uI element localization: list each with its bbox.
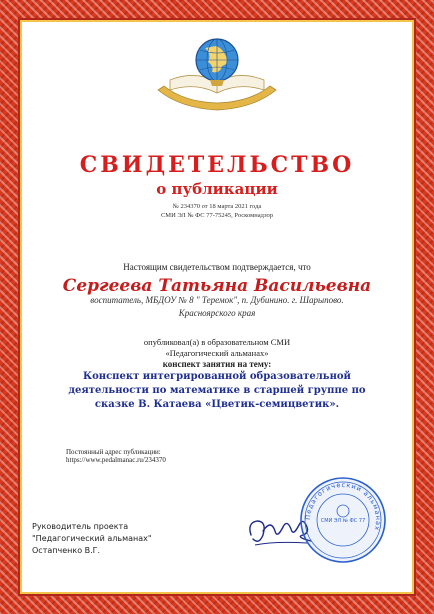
topic-line3: сказке В. Катаева «Цветик-семицветик». <box>94 399 340 410</box>
project-head-signature-block <box>32 521 152 557</box>
topic-line1: Конспект интегрированной образовательной <box>83 371 351 382</box>
published-text: опубликовал(а) в образовательном СМИ <box>143 337 291 347</box>
recipient-position-line2: Красноярского края <box>178 308 256 318</box>
publication-url[interactable]: https://www.pedalmanac.ru/234370 <box>66 456 166 464</box>
recipient-name: Сергеева Татьяна Васильевна <box>62 276 372 296</box>
media-name: «Педагогический альманах» <box>165 348 269 358</box>
publication-topic <box>54 370 380 412</box>
stamp-center-text: СМИ ЭЛ № ФС 77 <box>320 518 366 524</box>
topic-label: конспект занятия на тему: <box>162 359 272 369</box>
registration-number: № 234370 от 18 марта 2021 года <box>172 203 262 210</box>
round-stamp-seal <box>298 475 388 565</box>
recipient-position-line1: воспитатель, МБДОУ № 8 " Теремок", п. Дубинино. г. Шарыпово. <box>90 295 344 305</box>
confirm-text: Настоящим свидетельством подтверждается, что <box>123 262 311 272</box>
globe-book-emblem-icon <box>150 30 284 120</box>
recipient-position <box>60 294 374 320</box>
registration-info <box>0 202 434 220</box>
certificate-subtitle: о публикации <box>156 180 278 198</box>
address-label: Постоянный адрес публикации: <box>66 448 161 456</box>
footer-role: Руководитель проекта <box>32 522 129 531</box>
topic-line2: деятельности по математике в старшей группе по <box>68 385 366 396</box>
certificate-title: СВИДЕТЕЛЬСТВО <box>79 152 355 178</box>
stamp-ring-text: Педагогический альманах <box>303 480 383 533</box>
media-registration: СМИ ЭЛ № ФС 77-75245, Роскомнадзор <box>160 212 274 219</box>
footer-project: "Педагогический альманах" <box>32 534 152 543</box>
footer-person: Остапченко В.Г. <box>32 546 101 555</box>
